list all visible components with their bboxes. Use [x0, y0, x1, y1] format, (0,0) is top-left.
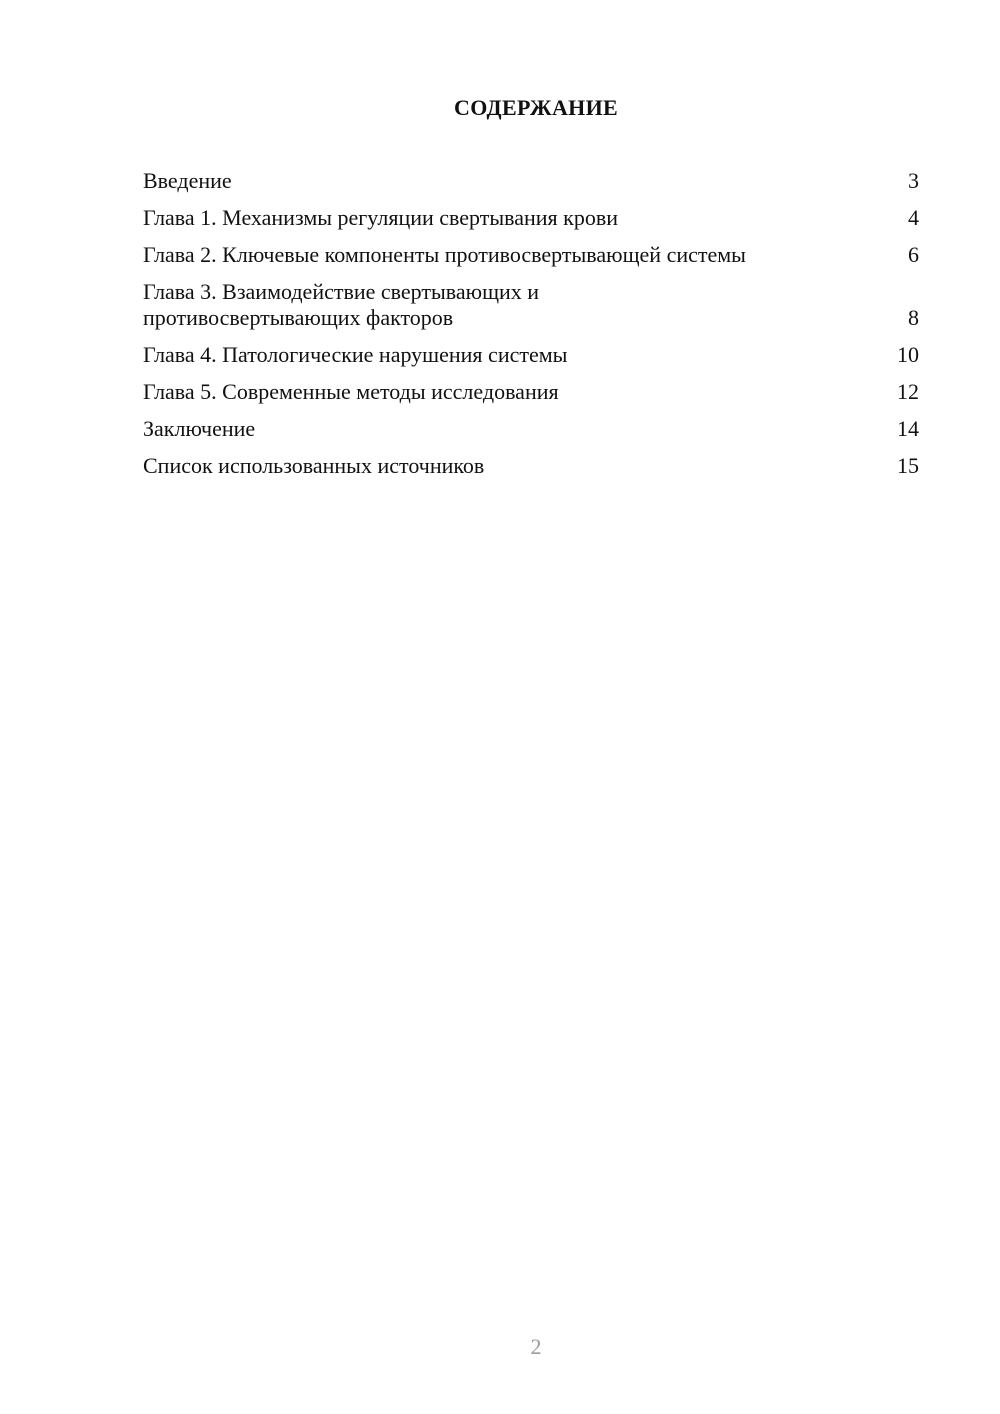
page-number: 2 [530, 1334, 542, 1359]
toc-entry-title: Глава 5. Современные методы исследования [143, 379, 559, 404]
toc-entry-title: Глава 4. Патологические нарушения системы [143, 342, 568, 367]
toc-entry-chapter-5[interactable] [143, 379, 919, 405]
toc-entry-title: Список использованных источников [143, 453, 485, 478]
toc-entry-page: 10 [897, 342, 919, 367]
table-of-contents [143, 168, 919, 490]
toc-entry-page: 8 [908, 305, 919, 330]
toc-entry-references[interactable] [143, 453, 919, 479]
toc-entry-page: 14 [897, 416, 919, 441]
toc-entry-title: Глава 3. Взаимодействие свертывающих и противосвертывающих факторов [143, 279, 540, 330]
toc-entry-page: 12 [897, 379, 919, 404]
toc-entry-title: Заключение [143, 416, 256, 441]
toc-entry-conclusion[interactable] [143, 416, 919, 442]
toc-entry-page: 6 [908, 242, 919, 267]
toc-entry-page: 4 [908, 205, 919, 230]
toc-entry-title: Введение [143, 168, 232, 193]
toc-entry-title: Глава 1. Механизмы регуляции свертывания крови [143, 205, 619, 230]
toc-entry-page: 15 [897, 453, 919, 478]
toc-entry-title: Глава 2. Ключевые компоненты противосвертывающей системы [143, 242, 746, 267]
toc-entry-chapter-2[interactable] [143, 242, 919, 268]
page-title: СОДЕРЖАНИЕ [454, 95, 618, 120]
toc-entry-chapter-4[interactable] [143, 342, 919, 368]
toc-entry-chapter-3[interactable] [143, 279, 919, 331]
toc-entry-introduction[interactable] [143, 168, 919, 194]
toc-entry-page: 3 [908, 168, 919, 193]
toc-entry-chapter-1[interactable] [143, 205, 919, 231]
